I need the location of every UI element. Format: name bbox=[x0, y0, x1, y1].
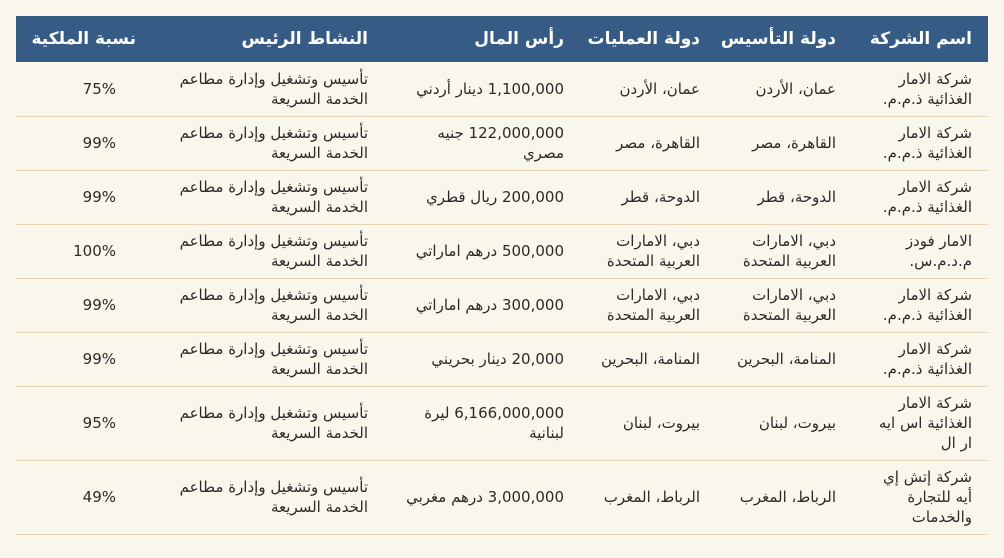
table-row bbox=[16, 62, 988, 116]
table-row bbox=[16, 278, 988, 332]
cell-ownership: 99% bbox=[16, 116, 152, 170]
cell-capital: 20,000 دينار بحريني bbox=[384, 332, 580, 386]
header-row bbox=[16, 16, 988, 62]
cell-main-activity: تأسيس وتشغيل وإدارة مطاعم الخدمة السريعة bbox=[152, 278, 384, 332]
cell-ownership: 95% bbox=[16, 386, 152, 460]
cell-operating-country: الرباط، المغرب bbox=[580, 460, 716, 534]
table-row bbox=[16, 116, 988, 170]
header-main-activity: النشاط الرئيس bbox=[152, 16, 384, 62]
cell-capital: 122,000,000 جنيه مصري bbox=[384, 116, 580, 170]
cell-main-activity: تأسيس وتشغيل وإدارة مطاعم الخدمة السريعة bbox=[152, 170, 384, 224]
subsidiaries-table bbox=[16, 16, 988, 535]
cell-main-activity: تأسيس وتشغيل وإدارة مطاعم الخدمة السريعة bbox=[152, 62, 384, 116]
cell-company: الامار فودز م.د.م.س. bbox=[852, 224, 988, 278]
header-capital: رأس المال bbox=[384, 16, 580, 62]
table-row bbox=[16, 386, 988, 460]
cell-capital: 200,000 ريال قطري bbox=[384, 170, 580, 224]
cell-company: شركة الامار الغذائية ذ.م.م. bbox=[852, 278, 988, 332]
cell-operating-country: القاهرة، مصر bbox=[580, 116, 716, 170]
cell-ownership: 99% bbox=[16, 170, 152, 224]
cell-operating-country: بيروت، لبنان bbox=[580, 386, 716, 460]
table-row bbox=[16, 332, 988, 386]
cell-founding-country: الدوحة، قطر bbox=[716, 170, 852, 224]
cell-founding-country: بيروت، لبنان bbox=[716, 386, 852, 460]
cell-operating-country: المنامة، البحرين bbox=[580, 332, 716, 386]
cell-ownership: 99% bbox=[16, 278, 152, 332]
cell-ownership: 99% bbox=[16, 332, 152, 386]
cell-founding-country: المنامة، البحرين bbox=[716, 332, 852, 386]
table-body bbox=[16, 62, 988, 534]
header-ownership: نسبة الملكية bbox=[16, 16, 152, 62]
table-row bbox=[16, 224, 988, 278]
cell-main-activity: تأسيس وتشغيل وإدارة مطاعم الخدمة السريعة bbox=[152, 332, 384, 386]
cell-ownership: 100% bbox=[16, 224, 152, 278]
cell-capital: 3,000,000 درهم مغربي bbox=[384, 460, 580, 534]
cell-operating-country: دبي، الامارات العربية المتحدة bbox=[580, 278, 716, 332]
cell-operating-country: دبي، الامارات العربية المتحدة bbox=[580, 224, 716, 278]
cell-ownership: 49% bbox=[16, 460, 152, 534]
cell-capital: 6,166,000,000 ليرة لبنانية bbox=[384, 386, 580, 460]
cell-company: شركة الامار الغذائية ذ.م.م. bbox=[852, 170, 988, 224]
cell-founding-country: القاهرة، مصر bbox=[716, 116, 852, 170]
table-row bbox=[16, 170, 988, 224]
cell-capital: 500,000 درهم اماراتي bbox=[384, 224, 580, 278]
subsidiaries-table-container bbox=[16, 16, 988, 535]
cell-founding-country: الرباط، المغرب bbox=[716, 460, 852, 534]
cell-main-activity: تأسيس وتشغيل وإدارة مطاعم الخدمة السريعة bbox=[152, 386, 384, 460]
cell-founding-country: عمان، الأردن bbox=[716, 62, 852, 116]
header-founding-country: دولة التأسيس bbox=[716, 16, 852, 62]
cell-ownership: 75% bbox=[16, 62, 152, 116]
table-header bbox=[16, 16, 988, 62]
cell-company: شركة إتش إي أيه للتجارة والخدمات bbox=[852, 460, 988, 534]
table-row bbox=[16, 460, 988, 534]
cell-capital: 1,100,000 دينار أردني bbox=[384, 62, 580, 116]
header-operating-country: دولة العمليات bbox=[580, 16, 716, 62]
cell-founding-country: دبي، الامارات العربية المتحدة bbox=[716, 224, 852, 278]
cell-operating-country: عمان، الأردن bbox=[580, 62, 716, 116]
cell-company: شركة الامار الغذائية ذ.م.م. bbox=[852, 62, 988, 116]
cell-main-activity: تأسيس وتشغيل وإدارة مطاعم الخدمة السريعة bbox=[152, 224, 384, 278]
cell-main-activity: تأسيس وتشغيل وإدارة مطاعم الخدمة السريعة bbox=[152, 460, 384, 534]
cell-operating-country: الدوحة، قطر bbox=[580, 170, 716, 224]
cell-main-activity: تأسيس وتشغيل وإدارة مطاعم الخدمة السريعة bbox=[152, 116, 384, 170]
header-company: اسم الشركة bbox=[852, 16, 988, 62]
cell-founding-country: دبي، الامارات العربية المتحدة bbox=[716, 278, 852, 332]
cell-company: شركة الامار الغذائية اس ايه ار ال bbox=[852, 386, 988, 460]
cell-company: شركة الامار الغذائية ذ.م.م. bbox=[852, 332, 988, 386]
cell-company: شركة الامار الغذائية ذ.م.م. bbox=[852, 116, 988, 170]
cell-capital: 300,000 درهم اماراتي bbox=[384, 278, 580, 332]
